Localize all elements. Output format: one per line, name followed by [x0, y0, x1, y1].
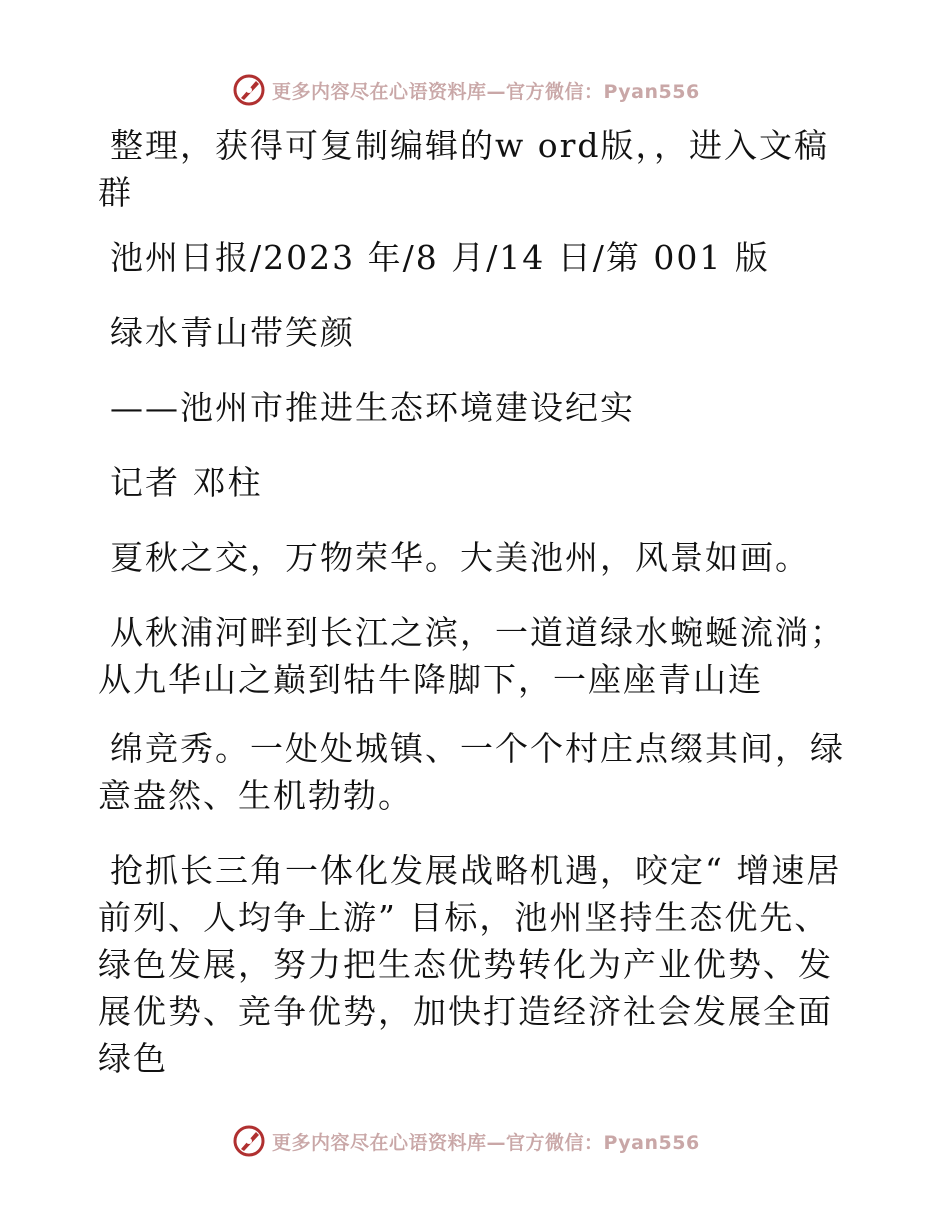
body-paragraph: 绵竞秀。一处处城镇、一个个村庄点缀其间，绿意盎然、生机勃勃。	[98, 729, 845, 815]
intro-paragraph: 整理，获得可复制编辑的w ord版，，进入文稿群	[98, 126, 830, 212]
body-paragraph: 从秋浦河畔到长江之滨，一道道绿水蜿蜒流淌；从九华山之巅到牯牛降脚下，一座座青山连	[98, 613, 845, 699]
watermark-text: 更多内容尽在心语资料库—官方微信：Pyan556	[272, 1131, 700, 1154]
quill-logo-icon	[232, 73, 266, 107]
document-body	[98, 122, 858, 1110]
quill-logo-icon	[232, 1124, 266, 1158]
body-paragraph: 抢抓长三角一体化发展战略机遇，咬定“ 增速居前列、人均争上游” 目标，池州坚持生态优先、绿色发展，努力把生态优势转化为产业优势、发展优势、竞争优势，加快打造经济社会发展全面绿色	[98, 851, 842, 1078]
article-title: 绿水青山带笑颜	[110, 313, 355, 352]
watermark-banner-bottom	[232, 1121, 700, 1161]
byline: 记者 邓柱	[110, 463, 263, 502]
watermark-banner-top	[232, 70, 700, 110]
publication-line: 池州日报/2023 年/8 月/14 日/第 001 版	[110, 238, 770, 277]
article-subtitle: ——池州市推进生态环境建设纪实	[110, 388, 635, 427]
body-paragraph: 夏秋之交，万物荣华。大美池州，风景如画。	[110, 538, 810, 577]
watermark-text: 更多内容尽在心语资料库—官方微信：Pyan556	[272, 80, 700, 103]
